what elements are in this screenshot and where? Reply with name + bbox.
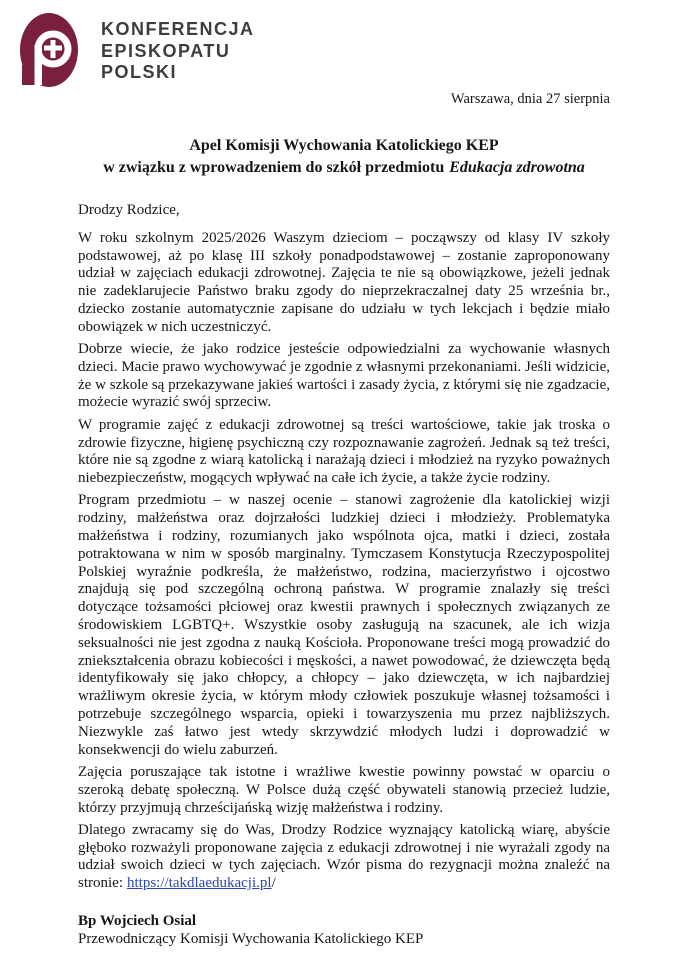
- paragraph-3: W programie zajęć z edukacji zdrowotnej są treści wartościowe, takie jak troska o zdrowie fizyczne, higienę psychiczną czy rozpoznawanie zagrożeń. Jednak są też treści, które nie są zgodne z wiarą katolicką i narażają dzieci i młodzież na ryzyko poważnych niebezpieczeństw, mogących wpływać na całe ich życie, a także życie rodziny.: [78, 416, 610, 487]
- resignation-form-link[interactable]: https://takdlaedukacji.pl: [127, 875, 272, 892]
- paragraph-closing: [78, 822, 610, 893]
- title-line2: [78, 157, 610, 179]
- letter-body: [78, 135, 610, 948]
- paragraph-1: W roku szkolnym 2025/2026 Waszym dzieciom – począwszy od klasy IV szkoły podstawowej, aż po klasę III szkoły ponadpodstawowej – zostanie zaproponowany udział w zajęciach edukacji zdrowotnej. Zajęcia te nie są obowiązkowe, jeżeli jednak nie zadeklarujecie Państwo braku zgody do nieprzekraczalnej daty 25 września br., dziecko zostanie automatycznie zapisane do udziału w tych lekcjach i będzie miało obowiązek w nich uczestniczyć.: [78, 229, 610, 335]
- paragraph-5: Zajęcia poruszające tak istotne i wrażliwe kwestie powinny powstać w oparciu o szeroką debatę społeczną. W Polsce dużą część obywateli stanowią przecież ludzie, którzy przyjmują chrześcijańską wizję małżeństwa i rodziny.: [78, 763, 610, 816]
- kep-logo-icon: [20, 13, 78, 87]
- dateline: Warszawa, dnia 27 sierpnia: [450, 91, 610, 107]
- signature-block: [78, 912, 610, 948]
- org-line3: POLSKI: [101, 62, 178, 82]
- closing-text: Dlatego zwracamy się do Was, Drodzy Rodzice wyznający katolicką wiarę, abyście głęboko rozważyli proponowane zajęcia z edukacji zdrowotnej i nie wyrażali zgody na udział swoich dzieci w tych zajęciach. Wzór pisma do rezygnacji można znaleźć na stronie:: [78, 821, 610, 892]
- title-line2-text: w związku z wprowadzeniem do szkół przedmiotu: [103, 159, 445, 176]
- salutation: Drodzy Rodzice,: [78, 202, 180, 218]
- org-line1: KONFERENCJA: [101, 19, 255, 39]
- logo-row: [20, 13, 677, 87]
- signatory-role: Przewodniczący Komisji Wychowania Katolickiego KEP: [78, 930, 424, 947]
- org-line2: EPISKOPATU: [101, 40, 231, 61]
- document-title: [78, 135, 610, 179]
- org-wordmark: [101, 19, 255, 84]
- paragraph-2: Dobrze wiecie, że jako rodzice jesteście odpowiedzialni za wychowanie własnych dzieci. Macie prawo wychowywać je zgodnie z własnymi przekonaniami. Jeśli widzicie, że w szkole są przekazywane jakieś wartości i zasady życia, z którymi się nie zgadzacie, możecie wyrazić swój sprzeciw.: [78, 341, 610, 411]
- paragraph-4: Program przedmiotu – w naszej ocenie – stanowi zagrożenie dla katolickiej wizji rodziny, małżeństwa oraz dojrzałości ludzkiej dzieci i młodzieży. Problematyka małżeństwa i rodziny, rozumianych jako wspólnota ojca, matki i dzieci, została potraktowana w nim w sposób marginalny. Tymczasem Konstytucja Rzeczypospolitej Polskiej wyraźnie podkreśla, że małżeństwo, rodzina, macierzyństwo i ojcostwo znajdują się pod szczególną ochroną państwa. W programie znalazły się treści dotyczące tożsamości płciowej oraz kwestii prawnych i społecznych związanych ze środowiskiem LGBTQ+. Wszystkie osoby zasługują na szacunek, ale ich wizja seksualności nie jest zgodna z nauką Kościoła. Proponowane treści mogą prowadzić do zniekształcenia obrazu kobiecości i męskości, a nawet powodować, że dziewczęta będą identyfikowały się jako chłopcy, a chłopcy – jako dziewczęta, w ich najbardziej wrażliwym okresie życia, w którym młody człowiek poszukuje własnej tożsamości i potrzebuje szczególnego wsparcia, opieki i towarzyszenia mu przez najbliższych. Niezwykle zaś łatwo jest wtedy skrzywdzić młodych ludzi i doprowadzić w konsekwencji do wielu zaburzeń.: [78, 492, 610, 758]
- link-suffix: /: [271, 875, 276, 892]
- signatory-name: Bp Wojciech Osial: [78, 912, 197, 929]
- letterhead: [0, 13, 677, 108]
- title-line1: Apel Komisji Wychowania Katolickiego KEP: [189, 137, 499, 154]
- title-line2-subject: Edukacja zdrowotna: [449, 159, 585, 176]
